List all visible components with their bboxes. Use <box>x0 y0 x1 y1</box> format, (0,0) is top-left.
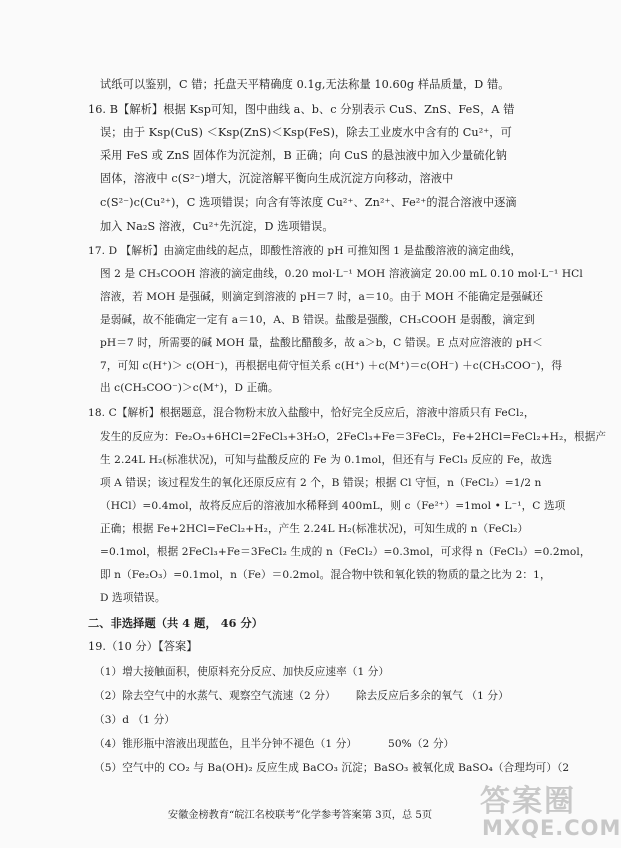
text-line: D 选项错误。 <box>100 592 166 604</box>
watermark-logo <box>480 776 621 842</box>
text-line: c(S²⁻)c(Cu²⁺)，C 选项错误；向含有等浓度 Cu²⁺、Zn²⁺、Fe²⁺的混合溶液中逐滴 <box>100 196 517 209</box>
text-line: 发生的反应为：Fe₂O₃+6HCl=2FeCl₃+3H₂O，2FeCl₃+Fe＝3FeCl₂，Fe+2HCl=FeCl₂+H₂，根据产 <box>100 431 607 443</box>
watermark-text: 答案圈 <box>480 784 576 819</box>
text-line: 正确；根据 Fe+2HCl=FeCl₂+H₂，产生 2.24L H₂(标准状况)，可知生成的 n（FeCl₂） <box>100 523 529 535</box>
page-footer: 安徽金榜教育“皖江名校联考”化学参考答案第 3页，总 5页 <box>167 810 433 821</box>
answer-line: （5）空气中的 CO₂ 与 Ba(OH)₂ 反应生成 BaCO₃ 沉淀；BaSO₃ 被氧化成 BaSO₄（合理均可）（2 <box>94 762 570 774</box>
text-line: pH＝7 时，所需要的碱 MOH 量，盐酸比醋酸多，故 a＞b，C 错误。E 点对应溶液的 pH＜ <box>100 337 543 349</box>
answer-line: 除去反应后多余的氧气 （1 分） <box>356 690 509 702</box>
text-line: 生 2.24L H₂(标准状况)，可知与盐酸反应的 Fe 为 0.1mol，但还有与 FeCl₃ 反应的 Fe，故选 <box>100 454 553 466</box>
text-line: 17. D 【解析】由滴定曲线的起点，即酸性溶液的 pH 可推知图 1 是盐酸溶液的滴定曲线， <box>88 245 522 257</box>
text-line: 是弱碱，故不能确定一定有 a＝10，A、B 错误。盐酸是强酸，CH₃COOH 是弱酸，滴定到 <box>100 314 535 326</box>
text-line: 18. C【解析】根据题意，混合物粉末放入盐酸中，恰好完全反应后，溶液中溶质只有 FeCl₂， <box>88 407 535 419</box>
text-line: =0.1mol，根据 2FeCl₃+Fe＝3FeCl₂ 生成的 n（FeCl₂）=0.3mol，可求得 n（FeCl₃）=0.2mol， <box>100 546 591 558</box>
section-heading: 二、非选择题（共 4 题， 46 分） <box>88 616 264 630</box>
text-line: 项 A 错误；该过程发生的氧化还原反应有 2 个，B 错误；根据 Cl 守恒，n（FeCl₂）=1/2 n <box>100 477 542 489</box>
answer-line: 50%（2 分） <box>388 738 455 750</box>
text-line: 出 c(CH₃COO⁻)＞c(M⁺)，D 正确。 <box>100 382 279 394</box>
text-line: 误；由于 Ksp(CuS) ＜Ksp(ZnS)＜Ksp(FeS)，除去工业废水中含有的 Cu²⁺，可 <box>100 126 512 139</box>
question-heading: 19.（10 分）【答案】 <box>88 640 198 653</box>
text-line: 采用 FeS 或 ZnS 固体作为沉淀剂，B 正确；向 CuS 的悬浊液中加入少量硫化钠 <box>100 149 508 162</box>
answer-line: （1）增大接触面积，使原料充分反应、加快反应速率（1 分） <box>94 666 390 678</box>
watermark-url: MXQE.COM <box>482 816 621 840</box>
text-line: （HCl）=0.4mol，故将反应后的溶液加水稀释到 400mL，则 c（Fe²⁺）=1mol • L⁻¹，C 选项 <box>100 500 566 512</box>
text-line: 固体，溶液中 c(S²⁻)增大，沉淀溶解平衡向生成沉淀方向移动，溶液中 <box>100 172 454 185</box>
text-line: 溶液，若 MOH 是强碱，则滴定到溶液的 pH＝7 时，a＝10。由于 MOH 不能确定是强碱还 <box>100 291 543 303</box>
text-line: 加入 Na₂S 溶液，Cu²⁺先沉淀，D 选项错误。 <box>100 220 334 233</box>
answer-line: （4）锥形瓶中溶液出现蓝色，且半分钟不褪色（1 分） <box>94 738 358 750</box>
text-line: 即 n（Fe₂O₃）=0.1mol，n（Fe）＝0.2mol。混合物中铁和氧化铁的物质的量之比为 2：1， <box>100 569 551 581</box>
answer-line: （2）除去空气中的水蒸气、观察空气流速（2 分） <box>94 690 336 702</box>
text-line: 16. B【解析】根据 Ksp可知，图中曲线 a、b、c 分别表示 CuS、ZnS、FeS，A 错 <box>88 103 515 116</box>
text-line: 7，可知 c(H⁺)＞ c(OH⁻)，再根据电荷守恒关系 c(H⁺) ＋c(M⁺)＝c(OH⁻) ＋c(CH₃COO⁻)，得 <box>100 360 563 372</box>
answer-line: （3）d （1 分） <box>94 714 175 726</box>
text-line: 试纸可以鉴别，C 错；托盘天平精确度 0.1g,无法称量 10.60g 样品质量，D 错。 <box>100 78 510 91</box>
text-line: 图 2 是 CH₃COOH 溶液的滴定曲线，0.20 mol·L⁻¹ MOH 溶液滴定 20.00 mL 0.10 mol·L⁻¹ HCl <box>100 268 583 280</box>
